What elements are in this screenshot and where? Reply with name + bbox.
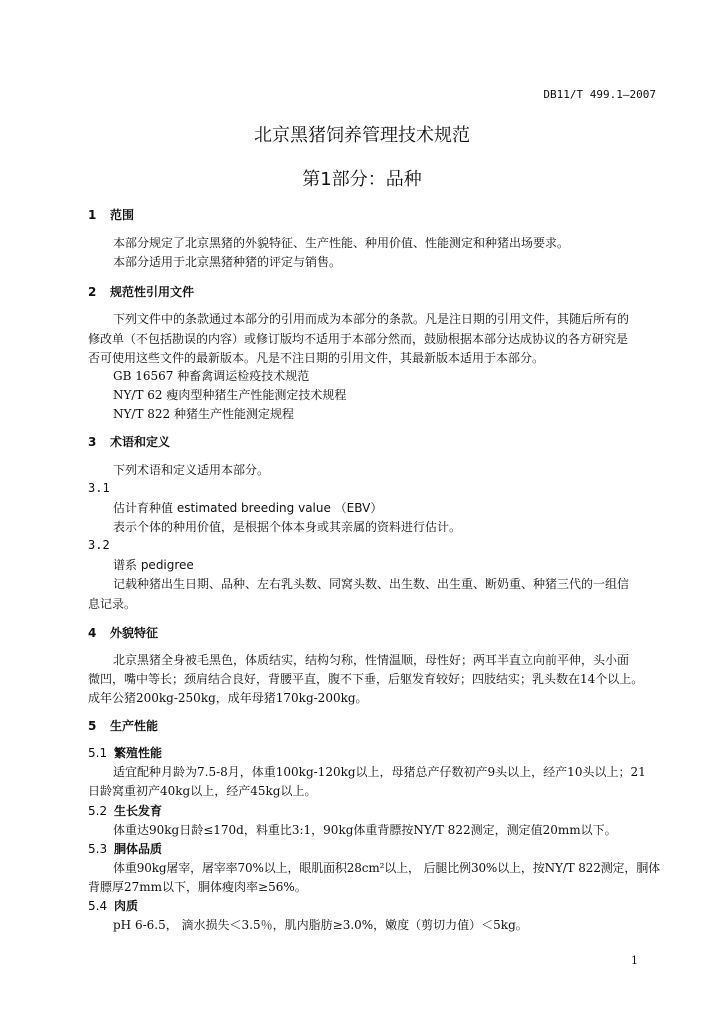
definition-text: 息记录。 [88, 597, 137, 611]
section-number: 3 [88, 435, 97, 449]
section-number: 4 [88, 626, 97, 640]
subsection-5-1-heading [88, 744, 162, 761]
section-title: 术语和定义 [110, 435, 171, 449]
subsection-title: 胴体品质 [114, 842, 163, 856]
page-number: 1 [631, 954, 638, 967]
definition-text: 表示个体的种用价值，是根据个体本身或其亲属的资料进行估计。 [113, 520, 462, 534]
paragraph-line: pH 6-6.5， 滴水损失＜3.5％，肌内脂肪≥3.0%，嫩度（剪切力值）＜5kg。 [113, 918, 528, 932]
paragraph-line: 修改单（不包括勘误的内容）或修订版均不适用于本部分然而，鼓励根据本部分达成协议的各方研究是 [88, 332, 629, 346]
subsection-number: 5.3 [88, 842, 108, 856]
paragraph: 本部分规定了北京黑猪的外貌特征、生产性能、种用价值、性能测定和种猪出场要求。 [113, 236, 570, 250]
document-subtitle: 第1部分：品种 [302, 169, 422, 190]
section-number: 2 [88, 285, 97, 299]
subsection-title: 生长发育 [114, 804, 163, 818]
standard-code: DB11/T 499.1—2007 [543, 88, 656, 101]
subsection-number: 5.2 [88, 804, 108, 818]
paragraph-line: 体重90kg屠宰，屠宰率70%以上，眼肌面积28cm²以上， 后腿比例30%以上，按NY/T 822测定，胴体 [113, 861, 660, 875]
paragraph-line: 否可使用这些文件的最新版本。凡是不注日期的引用文件，其最新版本适用于本部分。 [88, 351, 545, 365]
subsection-number: 5.4 [88, 899, 108, 913]
paragraph-line: 体重达90kg日龄≤170d，料重比3:1，90kg体重背膘按NY/T 822测定，测定值20mm以下。 [113, 823, 617, 837]
paragraph-line: 日龄窝重初产40kg以上，经产45kg以上。 [88, 784, 317, 798]
section-5-heading [88, 717, 158, 734]
paragraph-line: 下列文件中的条款通过本部分的引用而成为本部分的条款。凡是注日期的引用文件，其随后所有的 [113, 312, 630, 326]
document-title: 北京黑猪饲养管理技术规范 [254, 125, 470, 146]
reference-item: NY/T 62 瘦肉型种猪生产性能测定技术规程 [113, 388, 347, 402]
subsection-title: 肉质 [114, 899, 139, 913]
section-2-heading [88, 283, 194, 300]
paragraph-line: 适宜配种月龄为7.5-8月，体重100kg-120kg以上，母猪总产仔数初产9头以上，经产10头以上；21 [113, 765, 646, 779]
section-number: 5 [88, 719, 97, 733]
paragraph-line: 成年公猪200kg-250kg，成年母猪170kg-200kg。 [88, 691, 368, 705]
section-title: 外貌特征 [110, 626, 159, 640]
definition-term: 谱系 pedigree [113, 558, 194, 572]
section-title: 范围 [110, 208, 135, 222]
definition-term: 估计育种值 estimated breeding value （EBV） [113, 501, 383, 515]
reference-item: GB 16567 种畜禽调运检疫技术规范 [113, 369, 310, 383]
paragraph-line: 背膘厚27mm以下，胴体瘦肉率≥56%。 [88, 880, 307, 894]
definition-text: 记载种猪出生日期、品种、左右乳头数、同窝头数、出生数、出生重、断奶重、种猪三代的一组信 [113, 577, 630, 591]
reference-item: NY/T 822 种猪生产性能测定规程 [113, 407, 295, 421]
definition-number: 3.1 [88, 481, 110, 495]
paragraph: 下列术语和定义适用本部分。 [113, 463, 270, 477]
definition-number: 3.2 [88, 538, 110, 552]
section-title: 生产性能 [110, 719, 159, 733]
section-number: 1 [88, 208, 97, 222]
subsection-5-4-heading [88, 897, 138, 914]
subsection-5-3-heading [88, 840, 162, 857]
section-title: 规范性引用文件 [110, 285, 195, 299]
subsection-number: 5.1 [88, 746, 108, 760]
section-4-heading [88, 624, 158, 641]
subsection-title: 繁殖性能 [114, 746, 163, 760]
section-1-heading [88, 206, 134, 223]
paragraph-line: 北京黑猪全身被毛黑色，体质结实，结构匀称，性情温顺，母性好；两耳半直立向前平伸，头小面 [113, 653, 630, 667]
subsection-5-2-heading [88, 802, 162, 819]
paragraph: 本部分适用于北京黑猪种猪的评定与销售。 [113, 255, 342, 269]
paragraph-line: 微凹，嘴中等长；颈肩结合良好，背腰平直，腹不下垂，后躯发育较好；四肢结实；乳头数在14个以上。 [88, 672, 644, 686]
section-3-heading [88, 433, 170, 450]
